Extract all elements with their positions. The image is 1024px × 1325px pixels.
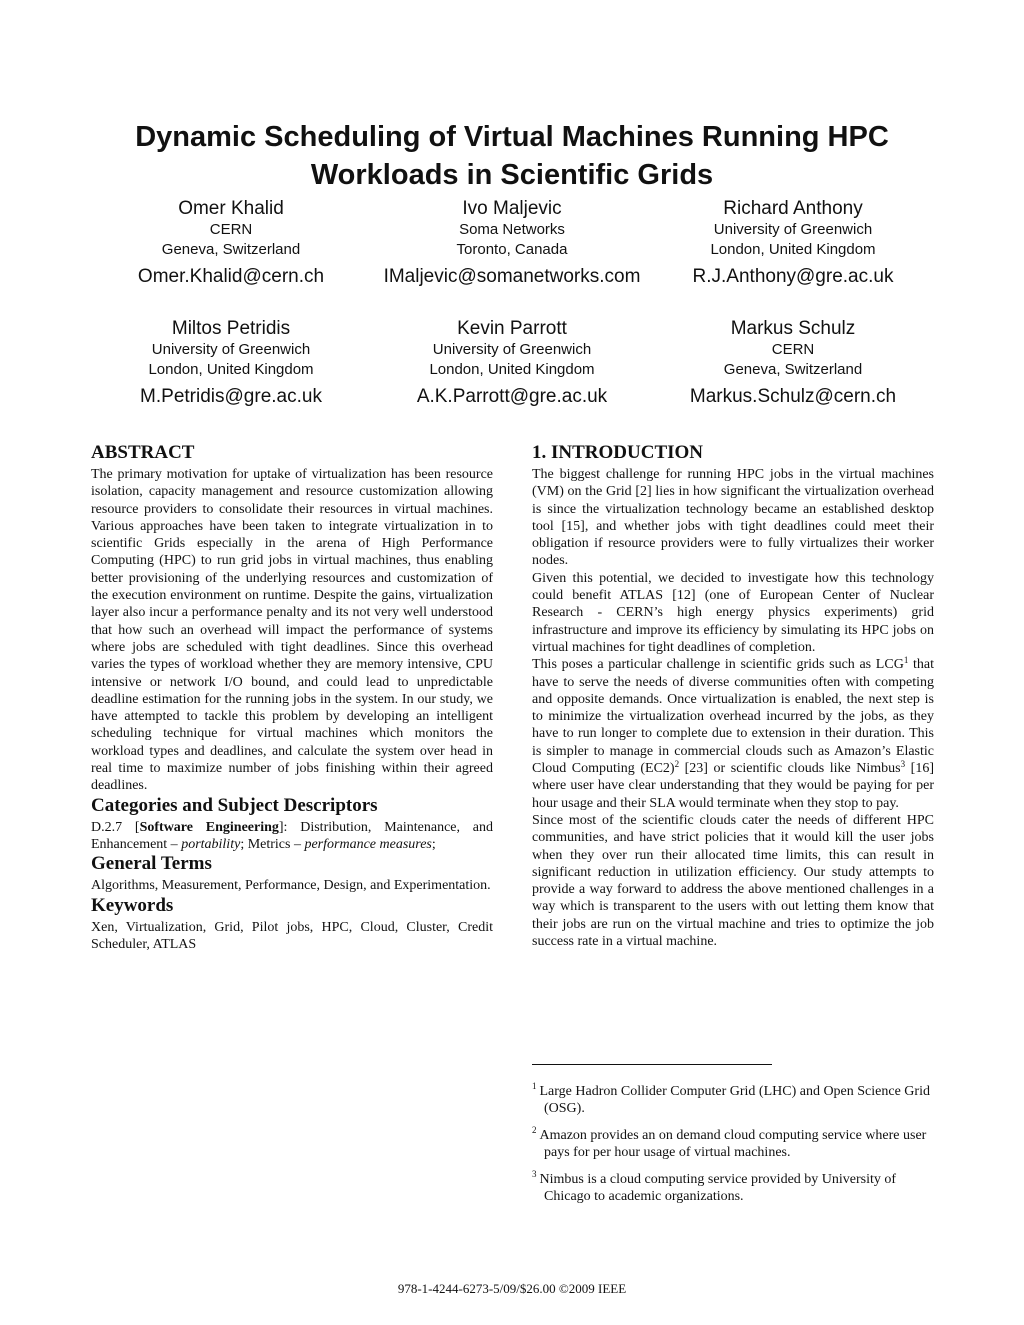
intro-p3-text-c: [23] or scientific clouds like Nimbus xyxy=(679,761,901,777)
author-block xyxy=(362,318,662,408)
intro-p3-text-a: This poses a particular challenge in scientific grids such as LCG xyxy=(532,657,904,673)
title-line-2: Workloads in Scientific Grids xyxy=(310,159,714,191)
author-affiliation: Soma Networks xyxy=(459,221,565,238)
author-email: M.Petridis@gre.ac.uk xyxy=(140,386,322,407)
paper-title xyxy=(60,118,964,194)
intro-p3-text-b: that have to serve the needs of diverse communities often with competing and opposite demands. Once virtualization is enabled, the next step is to minimize the virtualization overhead incurred by the jobs, as they have to run longer to complete due to extension in their duration. This is simpler to manage in commercial clouds such as Amazon’s Elastic Cloud Computing (EC2) xyxy=(532,657,934,777)
footnote-text: Large Hadron Collider Computer Grid (LHC) and Open Science Grid (OSG). xyxy=(539,1084,930,1116)
right-column xyxy=(532,442,934,950)
general-terms-text: Algorithms, Measurement, Performance, Design, and Experimentation. xyxy=(91,878,491,894)
author-location: London, United Kingdom xyxy=(148,361,314,378)
footnote-ref-2: 2 xyxy=(674,759,680,770)
category-bold: Software Engineering xyxy=(139,819,279,835)
intro-paragraph-4: Since most of the scientific clouds cater the needs of different HPC communities, and have strict policies that it would kill the user jobs when they over run their allocated time limits, this can result in significant reduction in utilization efficiency. Our study attempts to provide a way forward to address the above mentioned challenges in a way which is transparent to the users with out letting them know that their jobs are run on the virtual machine and tries to optimize the job success rate in a virtual machine. xyxy=(532,812,934,950)
intro-paragraph-2: Given this potential, we decided to investigate how this technology could benefit ATLAS [12] (one of European Center of Nuclear Research - CERN’s high energy physics experiments) grid infrastructure and improve its efficiency by simulating its HPC jobs on virtual machines for tight deadlines of completion. xyxy=(532,570,934,655)
category-middle: ; Metrics – xyxy=(240,836,305,852)
left-column xyxy=(91,442,493,953)
footnote-ref-3: 3 xyxy=(900,759,906,770)
footnote-mark: 2 xyxy=(532,1125,537,1135)
intro-paragraph-1: The biggest challenge for running HPC jobs in the virtual machines (VM) on the Grid [2] lies in how significant the virtualization overhead is since the virtualization technology became an established desktop tool [15], and whether jobs with tight deadlines could meet their obligation if resource providers were to fully virtualizes their worker nodes. xyxy=(532,467,934,569)
author-name: Markus Schulz xyxy=(730,318,856,339)
abstract-text: The primary motivation for uptake of virtualization has been resource isolation, capacity management and resource customization allowing resource providers to consolidate their resources in virtual machines. Various approaches have been taken to integrate virtualization in to scientific Grids especially in the arena of High Performance Computing (HPC) to run grid jobs in virtual machines, thus enabling better provisioning of the underlying resources and customization of the execution environment on runtime. Despite the gains, virtualization layer also incur a performance penalty and its not very well understood that how such an overhead will impact the performance of systems where jobs are scheduled with tight deadlines. Since this overhead varies the types of workload whether they are memory intensive, CPU intensive or network I/O bound, and could lead to unpredictable deadline estimation for the running jobs in the system. In our study, we have attempted to tackle this problem by developing an intelligent scheduling technique for virtual machines which monitors the workload types and deadlines, and calculate the system over head in real time to maximize number of jobs finishing within their agreed deadlines. xyxy=(91,467,493,794)
author-block xyxy=(643,198,943,288)
keywords-heading: Keywords xyxy=(91,894,174,916)
footnote-mark: 3 xyxy=(532,1169,537,1179)
category-italic-portability: portability xyxy=(181,836,241,852)
author-affiliation: University of Greenwich xyxy=(432,341,592,358)
intro-paragraph-3 xyxy=(532,656,934,812)
author-block xyxy=(81,198,381,288)
intro-p3-text-d: [16] where user have clear understanding that they would be paying for per hour usage and their SLA would terminate when they stop to pay. xyxy=(532,761,935,811)
author-block xyxy=(643,318,943,408)
footnote xyxy=(532,1122,936,1161)
category-after-bold: ]: Distribution, Maintenance, and Enhancement – xyxy=(91,819,494,852)
category-italic-performance: performance measures xyxy=(304,836,432,852)
author-affiliation: University of Greenwich xyxy=(713,221,873,238)
footnote-ref-1: 1 xyxy=(903,655,909,666)
author-email: R.J.Anthony@gre.ac.uk xyxy=(692,266,894,287)
introduction-heading: 1. INTRODUCTION xyxy=(532,442,704,463)
footnote xyxy=(532,1078,936,1117)
categories-heading: Categories and Subject Descriptors xyxy=(91,794,378,816)
author-affiliation: University of Greenwich xyxy=(151,341,311,358)
author-location: Geneva, Switzerland xyxy=(723,361,863,378)
author-email: Markus.Schulz@cern.ch xyxy=(689,386,897,407)
footnote-text: Amazon provides an on demand cloud computing service where user pays for per hour usage of virtual machines. xyxy=(539,1128,927,1160)
author-location: London, United Kingdom xyxy=(429,361,595,378)
abstract-heading: ABSTRACT xyxy=(91,442,195,463)
author-location: London, United Kingdom xyxy=(710,241,876,258)
general-terms-heading: General Terms xyxy=(91,853,212,875)
author-email: IMaljevic@somanetworks.com xyxy=(383,266,641,287)
title-line-1: Dynamic Scheduling of Virtual Machines Running HPC xyxy=(135,121,889,153)
author-location: Geneva, Switzerland xyxy=(161,241,301,258)
keywords-text: Xen, Virtualization, Grid, Pilot jobs, HPC, Cloud, Cluster, Credit Scheduler, ATLAS xyxy=(91,919,493,952)
author-name: Miltos Petridis xyxy=(171,318,291,339)
footnote-text: Nimbus is a cloud computing service provided by University of Chicago to academic organizations. xyxy=(539,1172,897,1204)
author-name: Ivo Maljevic xyxy=(462,198,562,219)
author-block xyxy=(81,318,381,408)
category-end: ; xyxy=(431,836,436,852)
author-location: Toronto, Canada xyxy=(456,241,568,258)
author-affiliation: CERN xyxy=(209,221,253,238)
footnotes xyxy=(532,1078,936,1210)
author-name: Omer Khalid xyxy=(178,198,284,219)
author-name: Kevin Parrott xyxy=(457,318,567,339)
author-block xyxy=(362,198,662,288)
author-email: Omer.Khalid@cern.ch xyxy=(137,266,325,287)
page-footer: 978-1-4244-6273-5/09/$26.00 ©2009 IEEE xyxy=(397,1281,627,1296)
categories-text xyxy=(91,819,493,854)
author-affiliation: CERN xyxy=(771,341,815,358)
author-name: Richard Anthony xyxy=(723,198,863,219)
footnote-mark: 1 xyxy=(532,1081,537,1091)
author-email: A.K.Parrott@gre.ac.uk xyxy=(416,386,608,407)
footnote-divider xyxy=(532,1064,772,1065)
category-code: D.2.7 [ xyxy=(91,819,140,835)
footnote xyxy=(532,1166,936,1205)
